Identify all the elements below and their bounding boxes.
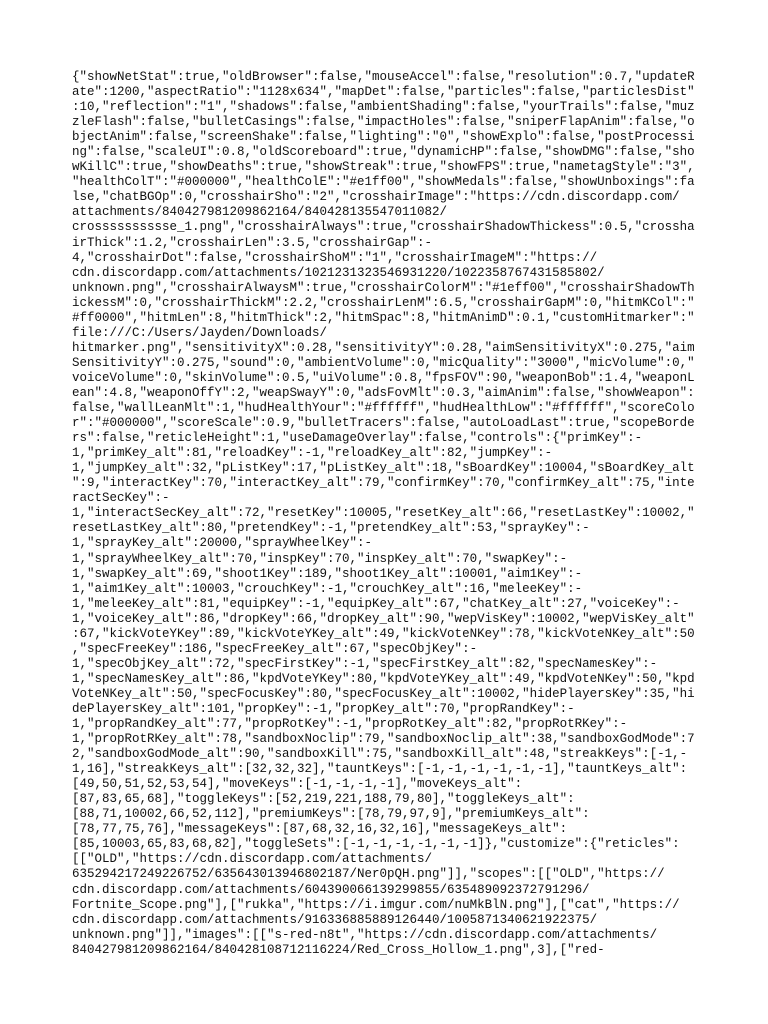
text-line: [85,10003,65,83,68,82],"toggleSets":[-1,-1,-1,-1,-1,-1]},"customize":{"reticles": (72, 837, 680, 852)
text-line: 1,"swapKey_alt":69,"shoot1Key":189,"shoot1Key_alt":10001,"aim1Key":- (72, 566, 583, 581)
text-line: 840427981209862164/840428108712116224/Red_Cross_Hollow_1.png",3],["red- (72, 942, 605, 957)
text-line: 1,"propRotRKey_alt":78,"sandboxNoclip":79,"sandboxNoclip_alt":38,"sandboxGodMode":7 (72, 732, 695, 747)
text-line: [49,50,51,52,53,54],"moveKeys":[-1,-1,-1,-1],"moveKeys_alt": (72, 777, 523, 792)
text-line: VoteNKey_alt":50,"specFocusKey":80,"specFocusKey_alt":10002,"hidePlayersKey":35,"hi (72, 686, 695, 701)
text-line: dePlayersKey_alt":101,"propKey":-1,"propKey_alt":70,"propRandKey":- (72, 701, 575, 716)
text-line: unknown.png"]],"images":[["s-red-n8t","https://cdn.discordapp.com/attachments/ (72, 927, 658, 942)
text-line: cdn.discordapp.com/attachments/916336885889126440/1005871340621922375/ (72, 912, 598, 927)
text-line: r":"#000000","scoreScale":0.9,"bulletTracers":false,"autoLoadLast":true,"scopeBorde (72, 416, 695, 431)
text-line: [87,83,65,68],"toggleKeys":[52,219,221,188,79,80],"toggleKeys_alt": (72, 792, 575, 807)
text-line: 1,"sprayWheelKey_alt":70,"inspKey":70,"inspKey_alt":70,"swapKey":- (72, 551, 568, 566)
text-line: attachments/840427981209862164/840428135547011082/ (72, 205, 448, 220)
text-line: cdn.discordapp.com/attachments/1021231323546931220/1022358767431585802/ (72, 265, 605, 280)
text-line: 1,"aim1Key_alt":10003,"crouchKey":-1,"crouchKey_alt":16,"meleeKey":- (72, 581, 583, 596)
text-line: ean":4.8,"weaponOffY":2,"weapSwayY":0,"adsFovMlt":0.3,"aimAnim":false,"showWeapon": (72, 385, 695, 400)
text-line: [["OLD","https://cdn.discordapp.com/attachments/ (72, 852, 433, 867)
text-line: :67,"kickVoteYKey":89,"kickVoteYKey_alt":49,"kickVoteNKey":78,"kickVoteNKey_alt":50 (72, 626, 695, 641)
text-line: hitmarker.png","sensitivityX":0.28,"sensitivityY":0.28,"aimSensitivityX":0.275,"aim (72, 340, 695, 355)
text-line: "healthColT":"#000000","healthColE":"#e1ff00","showMedals":false,"showUnboxings":fa (72, 175, 695, 190)
text-line: 1,"specObjKey_alt":72,"specFirstKey":-1,"specFirstKey_alt":82,"specNamesKey":- (72, 656, 658, 671)
text-line: [78,77,75,76],"messageKeys":[87,68,32,16,32,16],"messageKeys_alt": (72, 822, 568, 837)
text-line: [88,71,10002,66,52,112],"premiumKeys":[78,79,97,9],"premiumKeys_alt": (72, 807, 590, 822)
text-line: 1,"jumpKey_alt":32,"pListKey":17,"pListKey_alt":18,"sBoardKey":10004,"sBoardKey_alt (72, 461, 695, 476)
settings-json-text (72, 70, 698, 958)
text-line: lse,"chatBGOp":0,"crosshairSho":"2","crosshairImage":"https://cdn.discordapp.com/ (72, 190, 680, 205)
text-line: 2,"sandboxGodMode_alt":90,"sandboxKill":75,"sandboxKill_alt":48,"streakKeys":[-1,- (72, 747, 688, 762)
text-line: ickessM":0,"crosshairThickM":2.2,"crosshairLenM":6.5,"crosshairGapM":0,"hitmKCol":" (72, 295, 695, 310)
text-line: file:///C:/Users/Jayden/Downloads/ (72, 325, 328, 340)
text-line: 1,"propRandKey_alt":77,"propRotKey":-1,"propRotKey_alt":82,"propRotRKey":- (72, 717, 628, 732)
text-line: 1,"primKey_alt":81,"reloadKey":-1,"reloadKey_alt":82,"jumpKey":- (72, 446, 553, 461)
text-line: unknown.png","crosshairAlwaysM":true,"crosshairColorM":"#1eff00","crosshairShadowTh (72, 280, 695, 295)
text-line: ":9,"interactKey":70,"interactKey_alt":79,"confirmKey":70,"confirmKey_alt":75,"inte (72, 476, 695, 491)
text-line: Fortnite_Scope.png"],["rukka","https://i.imgur.com/nuMkBlN.png"],["cat","https:// (72, 897, 680, 912)
text-line: ng":false,"scaleUI":0.8,"oldScoreboard":true,"dynamicHP":false,"showDMG":false,"sho (72, 145, 695, 160)
text-line: 4,"crosshairDot":false,"crosshairShoM":"1","crosshairImageM":"https:// (72, 250, 598, 265)
text-line: rs":false,"reticleHeight":1,"useDamageOverlay":false,"controls":{"primKey":- (72, 431, 643, 446)
text-line: 1,16],"streakKeys_alt":[32,32,32],"tauntKeys":[-1,-1,-1,-1,-1,-1],"tauntKeys_alt": (72, 762, 688, 777)
text-line: wKillC":true,"showDeaths":true,"showStreak":true,"showFPS":true,"nametagStyle":"3", (72, 160, 695, 175)
text-line: 1,"sprayKey_alt":20000,"sprayWheelKey":- (72, 536, 373, 551)
text-line: #ff0000","hitmLen":8,"hitmThick":2,"hitmSpac":8,"hitmAnimD":0.1,"customHitmarker":" (72, 310, 695, 325)
text-line: 1,"interactSecKey_alt":72,"resetKey":10005,"resetKey_alt":66,"resetLastKey":10002," (72, 506, 695, 521)
text-line: ractSecKey":- (72, 491, 170, 506)
text-line: {"showNetStat":true,"oldBrowser":false,"mouseAccel":false,"resolution":0.7,"updateR (72, 70, 695, 84)
text-line: bjectAnim":false,"screenShake":false,"lighting":"0","showExplo":false,"postProcessi (72, 130, 695, 145)
text-line: 1,"meleeKey_alt":81,"equipKey":-1,"equipKey_alt":67,"chatKey_alt":27,"voiceKey":- (72, 596, 680, 611)
text-line: irThick":1.2,"crosshairLen":3.5,"crosshairGap":- (72, 235, 433, 250)
text-line: ate":1200,"aspectRatio":"1128x634","mapDet":false,"particles":false,"particlesDist" (72, 85, 695, 100)
text-line: :10,"reflection":"1","shadows":false,"ambientShading":false,"yourTrails":false,"muz (72, 100, 695, 115)
text-line: false,"wallLeanMlt":1,"hudHealthYour":"#ffffff","hudHealthLow":"#ffffff","scoreColo (72, 401, 695, 416)
text-line: 635294217249226752/635643013946802187/Ner0pQH.png"]],"scopes":[["OLD","https:// (72, 867, 665, 882)
text-line: zleFlash":false,"bulletCasings":false,"impactHoles":false,"sniperFlapAnim":false,"o (72, 115, 695, 130)
text-line: ,"specFreeKey":186,"specFreeKey_alt":67,"specObjKey":- (72, 641, 478, 656)
text-line: resetLastKey_alt":80,"pretendKey":-1,"pretendKey_alt":53,"sprayKey":- (72, 521, 590, 536)
text-line: voiceVolume":0,"skinVolume":0.5,"uiVolume":0.8,"fpsFOV":90,"weaponBob":1.4,"weaponL (72, 370, 695, 385)
text-line: 1,"voiceKey_alt":86,"dropKey":66,"dropKey_alt":90,"wepVisKey":10002,"wepVisKey_alt" (72, 611, 695, 626)
text-line: cdn.discordapp.com/attachments/604390066139299855/635489092372791296/ (72, 882, 590, 897)
text-line: SensitivityY":0.275,"sound":0,"ambientVolume":0,"micQuality":"3000","micVolume":0," (72, 355, 695, 370)
text-line: 1,"specNamesKey_alt":86,"kpdVoteYKey":80,"kpdVoteYKey_alt":49,"kpdVoteNKey":50,"kpd (72, 671, 695, 686)
text-line: crosssssssssse_1.png","crosshairAlways":true,"crosshairShadowThickess":0.5,"crossha (72, 220, 695, 235)
